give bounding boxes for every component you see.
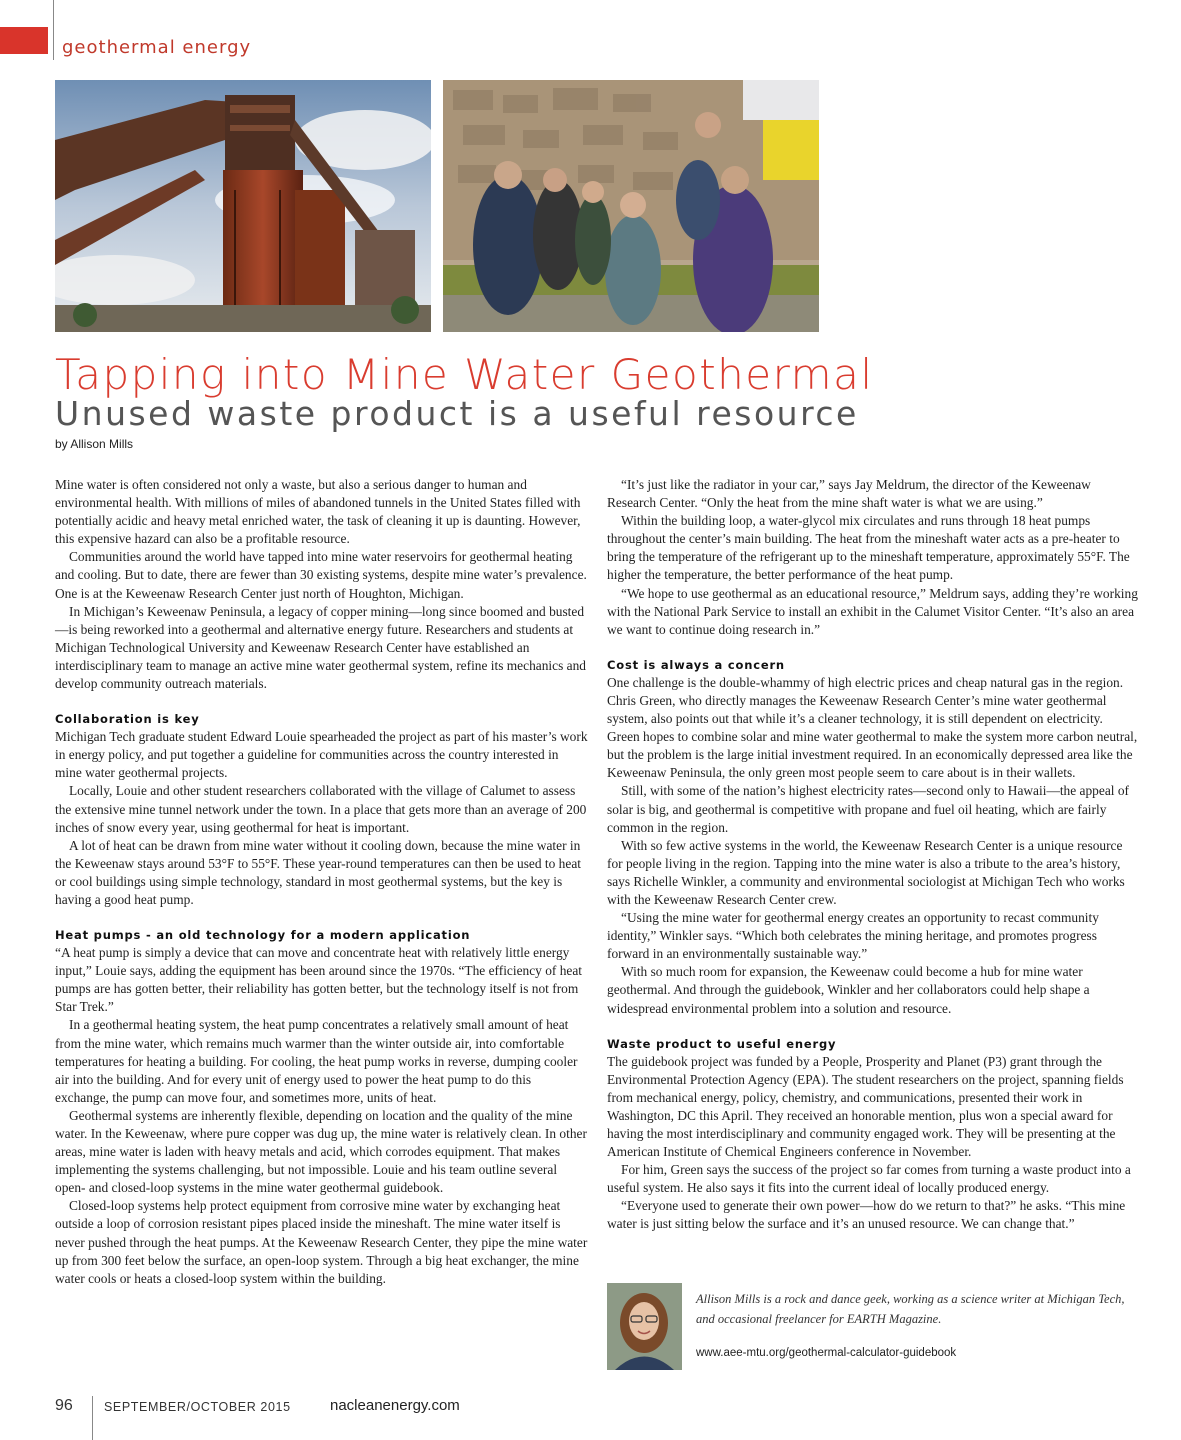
paragraph: “We hope to use geothermal as an educational resource,” Meldrum says, adding they’re working with the National Park Service to install an exhibit in the Calumet Visitor Center. “It’s also an area we want to continue doing research in.” xyxy=(607,585,1138,637)
mine-shaft-headframe-photo xyxy=(55,80,431,332)
paragraph: In a geothermal heating system, the heat pump concentrates a relatively small amount of heat from the mine water, which remains much warmer than the winter outside air, into comfortable temperatures for heating a building. For cooling, the heat pump works in reverse, dumping cooler air into the building. And for every unit of energy used to power the heat pump to do this exchange, the pump can move four, and sometimes more, units of heat. xyxy=(55,1017,578,1105)
section-label: geothermal energy xyxy=(62,37,252,58)
paragraph: With so few active systems in the world, the Keweenaw Research Center is a unique resource for people living in the region. Tapping into the mine water is also a tribute to the area’s history, says Richelle Winkler, a community and environmental sociologist at Michigan Tech who works with the Keweenaw Research Center crew. xyxy=(607,837,1125,907)
footer-divider xyxy=(92,1396,93,1440)
section-heading: Cost is always a concern xyxy=(607,657,785,672)
section-heading: Collaboration is key xyxy=(55,712,200,727)
section-heading: Heat pumps - an old technology for a modern application xyxy=(55,928,471,943)
guidebook-link[interactable]: www.aee-mtu.org/geothermal-calculator-guidebook xyxy=(696,1347,957,1359)
author-bio xyxy=(607,1283,1147,1373)
paragraph: A lot of heat can be drawn from mine water without it cooling down, because the mine water in the Keweenaw stays around 53°F to 55°F. These year-round temperatures can then be used to heat or cool buildings using simple technology, standard in most geothermal systems, but the key is having a good heat pump. xyxy=(55,837,581,907)
paragraph: Locally, Louie and other student researchers collaborated with the village of Calumet to assess the extensive mine tunnel network under the town. In a place that gets more than an average of 200 inches of snow every year, using geothermal for heat is important. xyxy=(55,783,587,835)
issue-date: SEPTEMBER/OCTOBER 2015 xyxy=(104,1400,291,1414)
paragraph: One challenge is the double-whammy of high electric prices and cheap natural gas in the region. Chris Green, who directly manages the Keweenaw Research Center’s mine water geothermal system, also points out that while it’s a cleaner technology, it is still dependent on electricity. Green hopes to combine solar and mine water geothermal to make the system more carbon neutral, but the problem is the large initial investment required. In an economically depressed area like the Keweenaw Peninsula, the only green most people seem to care about is in their wallets. xyxy=(607,674,1138,781)
paragraph: “Using the mine water for geothermal energy creates an opportunity to recast community identity,” Winkler says. “Which both celebrates the mining heritage, and promotes progress forward in an environmentally sustainable way.” xyxy=(607,910,1099,962)
byline: by Allison Mills xyxy=(55,437,134,451)
section-heading: Waste product to useful energy xyxy=(607,1036,837,1051)
paragraph: “A heat pump is simply a device that can move and concentrate heat with relatively little energy input,” Louie says, adding the equipment has been around since the 1970s. “The efficiency of heat pumps are has gotten better, their reliability has gotten better, but the technology itself is not from Star Trek.” xyxy=(55,945,583,1015)
left-column xyxy=(55,476,588,1288)
article-title: Tapping into Mine Water Geothermal xyxy=(55,350,874,399)
author-photo xyxy=(607,1283,682,1370)
author-bio-text: Allison Mills is a rock and dance geek, working as a science writer at Michigan Tech, and occasional freelancer for EARTH Magazine. xyxy=(696,1292,1125,1326)
paragraph: Communities around the world have tapped into mine water reservoirs for geothermal heating and cooling. But to date, there are fewer than 30 existing systems, despite mine water’s prevalence. One is at the Keweenaw Research Center just north of Houghton, Michigan. xyxy=(55,549,587,601)
paragraph: “It’s just like the radiator in your car,” says Jay Meldrum, the director of the Keweenaw Research Center. “Only the heat from the mine shaft water is what we are using.” xyxy=(607,477,1091,511)
paragraph: The guidebook project was funded by a People, Prosperity and Planet (P3) grant through the Environmental Protection Agency (EPA). The student researchers on the project, spanning fields from mechanical energy, policy, chemistry, and communications, presented their work in Washington, DC this April. They received an honorable mention, plus won a special award for having the most interdisciplinary and community engaged work. They will be presenting at the American Institute of Chemical Engineers conference in November. xyxy=(607,1053,1124,1160)
page-number: 96 xyxy=(55,1397,73,1414)
paragraph: Closed-loop systems help protect equipment from corrosive mine water by exchanging heat outside a loop of corrosion resistant pipes placed inside the mineshaft. The mine water itself is never pushed through the heat pumps. At the Keweenaw Research Center, they pipe the mine water up from 300 feet below the surface, an open-loop system. Through a big heat exchanger, the mine water cools or heats a closed-loop system within the building. xyxy=(55,1198,588,1286)
paragraph: In Michigan’s Keweenaw Peninsula, a legacy of copper mining—long since boomed and busted—is being reworked into a geothermal and alternative energy future. Researchers and students at Michigan Technological University and Keweenaw Research Center have established an interdisciplinary team to manage an active mine water geothermal system, refine its mechanics and develop community outreach materials. xyxy=(55,603,586,692)
paragraph: Still, with some of the nation’s highest electricity rates—second only to Hawaii—the appeal of solar is big, and geothermal is competitive with propane and fuel oil heating, which are fairly common in the region. xyxy=(607,783,1129,835)
section-color-tab xyxy=(0,27,48,54)
header-divider xyxy=(53,0,54,60)
students-group-photo xyxy=(443,80,819,332)
paragraph: Geothermal systems are inherently flexible, depending on location and the quality of the mine water. In the Keweenaw, where pure copper was dug up, the mine water is relatively clean. In other areas, mine water is laden with heavy metals and acid, which corrodes equipment. That makes implementing the systems challenging, but not impossible. Louie and his team outline several open- and closed-loop systems in the mine water geothermal guidebook. xyxy=(55,1107,587,1196)
paragraph: “Everyone used to generate their own power—how do we return to that?” he asks. “This mine water is just sitting below the surface and it’s an unused resource. We can change that.” xyxy=(607,1198,1126,1232)
article-subtitle: Unused waste product is a useful resource xyxy=(55,394,859,433)
paragraph: Michigan Tech graduate student Edward Louie spearheaded the project as part of his master’s work in energy policy, and put together a guideline for communities across the country interested in mine water geothermal projects. xyxy=(55,729,588,781)
paragraph: For him, Green says the success of the project so far comes from turning a waste product into a useful system. He also says it fits into the current ideal of locally produced energy. xyxy=(607,1162,1131,1196)
paragraph: With so much room for expansion, the Keweenaw could become a hub for mine water geothermal. And through the guidebook, Winkler and her collaborators could help shape a widespread environmental problem into a solution and resource. xyxy=(607,964,1090,1016)
website-link[interactable]: nacleanenergy.com xyxy=(330,1397,460,1414)
paragraph: Mine water is often considered not only a waste, but also a serious danger to human and environmental health. With millions of miles of abandoned tunnels in the United States filled with potentially acidic and heavy metal enriched water, the task of cleaning it up is daunting. However, this expensive hazard can also be a profitable resource. xyxy=(55,477,581,547)
paragraph: Within the building loop, a water-glycol mix circulates and runs through 18 heat pumps throughout the center’s main building. The heat from the mineshaft water acts as a pre-heater to bring the temperature of the refrigerant up to the mineshaft temperature, approximately 55°F. The higher the temperature, the better performance of the heat pump. xyxy=(607,513,1130,583)
right-column xyxy=(607,476,1138,1234)
